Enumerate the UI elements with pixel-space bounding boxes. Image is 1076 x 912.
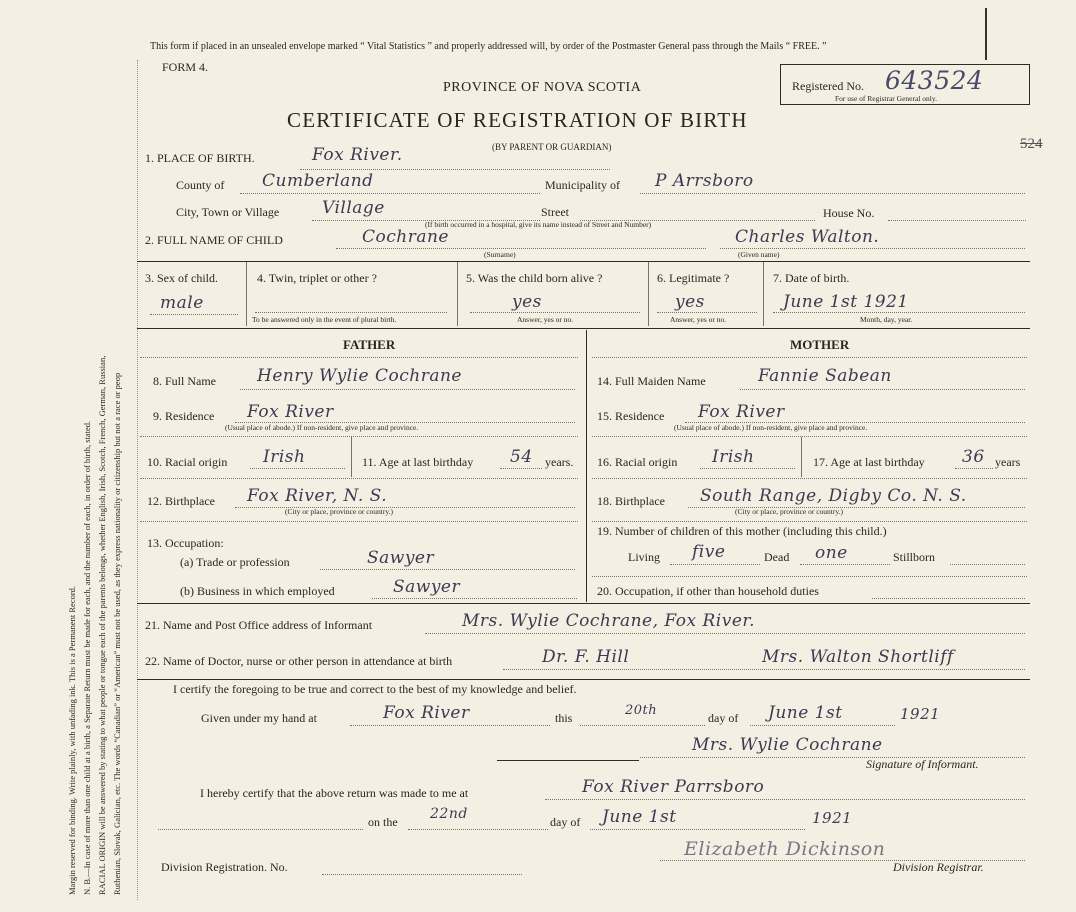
division-registration-label: Division Registration. No. bbox=[161, 860, 288, 874]
dob-label: 7. Date of birth. bbox=[773, 271, 850, 285]
province-heading: PROVINCE OF NOVA SCOTIA bbox=[443, 80, 642, 95]
father-heading: FATHER bbox=[343, 337, 396, 352]
county-value: Cumberland bbox=[262, 171, 374, 191]
registrar-statement: I hereby certify that the above return was made to me at bbox=[200, 786, 469, 800]
father-trade-value: Sawyer bbox=[367, 548, 435, 568]
pen-mark bbox=[985, 8, 987, 60]
child-surname: Cochrane bbox=[362, 227, 449, 247]
page-subtitle: (BY PARENT OR GUARDIAN) bbox=[492, 142, 612, 152]
mother-children-label: 19. Number of children of this mother (including this child.) bbox=[597, 524, 887, 538]
father-age-value: 54 bbox=[510, 447, 533, 467]
living-value: five bbox=[692, 542, 726, 562]
mother-birthplace-note: (City or place, province or country.) bbox=[735, 507, 844, 516]
father-residence-value: Fox River bbox=[247, 402, 334, 422]
mother-heading: MOTHER bbox=[790, 337, 850, 352]
informant-label: 21. Name and Post Office address of Informant bbox=[145, 618, 373, 632]
living-label: Living bbox=[628, 550, 660, 564]
mother-years-label: years bbox=[995, 455, 1021, 469]
margin-note-nb: N. B.—In case of more than one child at a birth, a Separate Return must be made for each, and the number of each, in order of birth, stated. bbox=[82, 420, 92, 895]
dead-value: one bbox=[815, 543, 848, 563]
registrar-day-value: 22nd bbox=[430, 806, 468, 822]
father-name-label: 8. Full Name bbox=[153, 374, 216, 388]
child-name-label: 2. FULL NAME OF CHILD bbox=[145, 233, 283, 247]
corner-number: 524 bbox=[1020, 136, 1043, 152]
surname-note: (Surname) bbox=[484, 250, 516, 259]
twin-label: 4. Twin, triplet or other ? bbox=[257, 271, 377, 285]
father-business-value: Sawyer bbox=[393, 577, 461, 597]
given-month-value: June 1st bbox=[768, 703, 843, 723]
mother-residence-value: Fox River bbox=[698, 402, 785, 422]
mother-occupation-label: 20. Occupation, if other than household duties bbox=[597, 584, 819, 598]
registrar-place-value: Fox River Parrsboro bbox=[582, 777, 765, 797]
dob-value: June 1st 1921 bbox=[783, 292, 909, 312]
legitimate-label: 6. Legitimate ? bbox=[657, 271, 730, 285]
father-occupation-label: 13. Occupation: bbox=[147, 536, 224, 550]
municipality-value: P Arrsboro bbox=[655, 171, 754, 191]
father-trade-label: (a) Trade or profession bbox=[180, 555, 290, 569]
binding-margin-line bbox=[137, 60, 138, 900]
father-residence-label: 9. Residence bbox=[153, 409, 215, 423]
father-racial-value: Irish bbox=[263, 447, 306, 467]
given-under-hand-label: Given under my hand at bbox=[201, 711, 317, 725]
sex-label: 3. Sex of child. bbox=[145, 271, 218, 285]
registrar-month-value: June 1st bbox=[602, 807, 677, 827]
nurse-value: Mrs. Walton Shortliff bbox=[762, 647, 954, 667]
municipality-label: Municipality of bbox=[545, 178, 620, 192]
registrar-year-value: 1921 bbox=[812, 809, 853, 827]
margin-note-ruthenian: Ruthenian, Slovak, Galician, etc. The words “Canadian” or “American” must not be used, as they express nationality or citizenship but not a race or peop bbox=[112, 372, 122, 895]
mother-birthplace-label: 18. Birthplace bbox=[597, 494, 665, 508]
given-place-value: Fox River bbox=[383, 703, 470, 723]
certify-statement: I certify the foregoing to be true and correct to the best of my knowledge and belief. bbox=[173, 682, 577, 696]
mother-name-label: 14. Full Maiden Name bbox=[597, 374, 706, 388]
doctor-label: 22. Name of Doctor, nurse or other person in attendance at birth bbox=[145, 654, 453, 668]
informant-value: Mrs. Wylie Cochrane, Fox River. bbox=[462, 611, 756, 631]
doctor-value: Dr. F. Hill bbox=[542, 647, 630, 667]
mother-racial-value: Irish bbox=[712, 447, 755, 467]
this-label: this bbox=[555, 711, 573, 725]
father-residence-note: (Usual place of abode.) If non-resident, give place and province. bbox=[225, 423, 419, 432]
mother-residence-note: (Usual place of abode.) If non-resident, give place and province. bbox=[674, 423, 868, 432]
signature-of-informant-label: Signature of Informant. bbox=[866, 757, 979, 771]
informant-signature: Mrs. Wylie Cochrane bbox=[692, 735, 883, 755]
father-years-label: years. bbox=[545, 455, 574, 469]
registrar-signature: Elizabeth Dickinson bbox=[684, 838, 886, 860]
street-label: Street bbox=[541, 205, 569, 219]
sex-value: male bbox=[160, 293, 204, 313]
alive-label: 5. Was the child born alive ? bbox=[466, 271, 603, 285]
dead-label: Dead bbox=[764, 550, 790, 564]
given-year-value: 1921 bbox=[900, 705, 941, 723]
mother-age-value: 36 bbox=[962, 447, 985, 467]
margin-note-binding: Margin reserved for binding. Write plainly, with unfading ink. This is a Permanent Record. bbox=[67, 585, 77, 895]
mail-notice: This form if placed in an unsealed envelope marked “ Vital Statistics ” and properly addressed will, by order of the Postmaster General pass through the Mails “ FREE. ” bbox=[150, 41, 827, 52]
given-name-note: (Given name) bbox=[738, 250, 780, 259]
on-the-label: on the bbox=[368, 815, 398, 829]
father-age-label: 11. Age at last birthday bbox=[362, 455, 474, 469]
house-no-label: House No. bbox=[823, 206, 875, 220]
legitimate-value: yes bbox=[675, 292, 705, 312]
mother-residence-label: 15. Residence bbox=[597, 409, 665, 423]
mother-racial-label: 16. Racial origin bbox=[597, 455, 678, 469]
twin-note: To be answered only in the event of plural birth. bbox=[252, 315, 397, 324]
dob-note: Month, day, year. bbox=[860, 315, 913, 324]
division-registrar-label: Division Registrar. bbox=[893, 860, 984, 874]
father-racial-label: 10. Racial origin bbox=[147, 455, 228, 469]
place-of-birth-label: 1. PLACE OF BIRTH. bbox=[145, 151, 255, 165]
place-of-birth-value: Fox River. bbox=[312, 145, 403, 165]
alive-note: Answer, yes or no. bbox=[517, 315, 574, 324]
registrar-day-of-label: day of bbox=[550, 815, 581, 829]
page-title: CERTIFICATE OF REGISTRATION OF BIRTH bbox=[287, 108, 748, 132]
father-birthplace-label: 12. Birthplace bbox=[147, 494, 215, 508]
legitimate-note: Answer, yes or no. bbox=[670, 315, 727, 324]
given-day-value: 20th bbox=[625, 703, 658, 718]
father-business-label: (b) Business in which employed bbox=[180, 584, 335, 598]
father-name-value: Henry Wylie Cochrane bbox=[257, 366, 462, 386]
alive-value: yes bbox=[512, 292, 542, 312]
child-given-name: Charles Walton. bbox=[735, 227, 880, 247]
father-birthplace-note: (City or place, province or country.) bbox=[285, 507, 394, 516]
city-value: Village bbox=[322, 198, 385, 218]
city-label: City, Town or Village bbox=[176, 205, 280, 219]
margin-note-racial: RACIAL ORIGIN will be answered by stating to what people or tongue each of the parents belongs, whether English, Irish, Scotch, French, German, Russian, bbox=[97, 355, 107, 895]
street-note: (If birth occurred in a hospital, give its name instead of Street and Number) bbox=[425, 220, 652, 229]
registrar-note: For use of Registrar General only. bbox=[835, 94, 937, 103]
form-number: FORM 4. bbox=[162, 60, 209, 74]
stillborn-label: Stillborn bbox=[893, 550, 936, 564]
mother-birthplace-value: South Range, Digby Co. N. S. bbox=[700, 486, 967, 506]
father-birthplace-value: Fox River, N. S. bbox=[247, 486, 388, 506]
mother-name-value: Fannie Sabean bbox=[758, 366, 892, 386]
mother-age-label: 17. Age at last birthday bbox=[813, 455, 925, 469]
registered-no-value: 643524 bbox=[885, 66, 984, 95]
given-day-of-label: day of bbox=[708, 711, 739, 725]
registered-no-label: Registered No. bbox=[792, 79, 864, 93]
county-label: County of bbox=[176, 178, 225, 192]
